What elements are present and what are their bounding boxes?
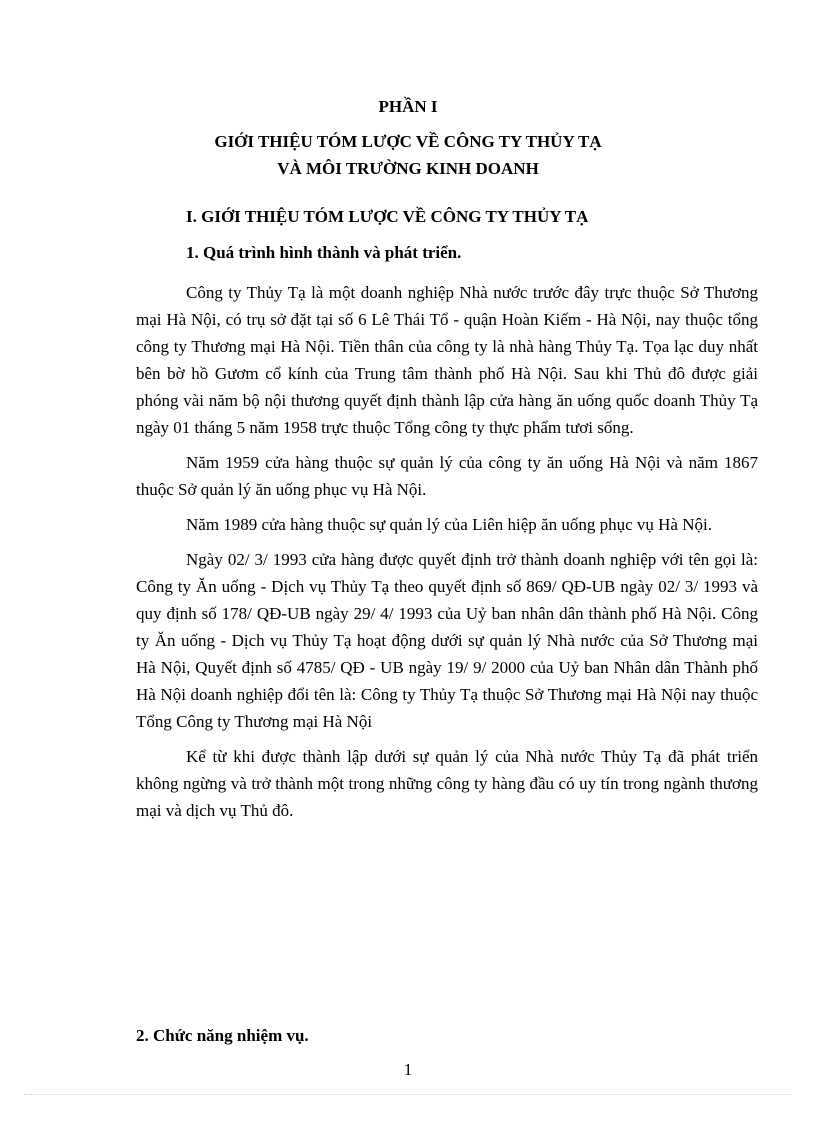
paragraph: Ngày 02/ 3/ 1993 cửa hàng được quyết định trở thành doanh nghiệp với tên gọi là: Công ty Ăn uống - Dịch vụ Thủy Tạ theo quyết định số 869/ QĐ-UB ngày 02/ 3/ 1993 và quy định số 178/ QĐ-UB ngày 29/ 4/ 1993 của Uỷ ban nhân dân thành phố Hà Nội. Công ty Ăn uống - Dịch vụ Thủy Tạ hoạt động dưới sự quản lý Nhà nước của Sở Thương mại Hà Nội, Quyết định số 4785/ QĐ - UB ngày 19/ 9/ 2000 của Uỷ ban Nhân dân Thành phố Hà Nội doanh nghiệp đổi tên là: Công ty Thủy Tạ thuộc Sở Thương mại Hà Nội nay thuộc Tổng Công ty Thương mại Hà Nội xyxy=(136,550,758,731)
body-text xyxy=(136,279,758,824)
paragraph: Năm 1989 cửa hàng thuộc sự quản lý của Liên hiệp ăn uống phục vụ Hà Nội. xyxy=(186,515,712,534)
paragraph: Năm 1959 cửa hàng thuộc sự quản lý của công ty ăn uống Hà Nội và năm 1867 thuộc Sở quản lý ăn uống phục vụ Hà Nội. xyxy=(136,453,758,499)
subsection-heading-2: 2. Chức năng nhiệm vụ. xyxy=(136,1026,309,1045)
paragraph: Kể từ khi được thành lập dưới sự quản lý của Nhà nước Thủy Tạ đã phát triển không ngừng và trở thành một trong những công ty hàng đầu có uy tín trong ngành thương mại và dịch vụ Thủ đô. xyxy=(136,747,758,820)
paragraph: Công ty Thủy Tạ là một doanh nghiệp Nhà nước trước đây trực thuộc Sở Thương mại Hà Nội, có trụ sở đặt tại số 6 Lê Thái Tổ - quận Hoàn Kiếm - Hà Nội, nay thuộc tổng công ty Thương mại Hà Nội. Tiền thân của công ty là nhà hàng Thủy Tạ. Tọa lạc duy nhất bên bờ hồ Gươm cổ kính của Trung tâm thành phố Hà Nội. Sau khi Thủ đô được giải phóng vài năm bộ nội thương quyết định thành lập cửa hàng ăn uống quốc doanh Thủy Tạ ngày 01 tháng 5 năm 1958 trực thuộc Tổng công ty thực phẩm tươi sống. xyxy=(136,283,758,437)
title-line-1: GIỚI THIỆU TÓM LƯỢC VỀ CÔNG TY THỦY TẠ xyxy=(214,132,602,151)
section-heading: I. GIỚI THIỆU TÓM LƯỢC VỀ CÔNG TY THỦY TẠ xyxy=(186,207,589,226)
title-line-2: VÀ MÔI TRƯỜNG KINH DOANH xyxy=(277,159,539,178)
part-heading: PHẦN I xyxy=(378,97,438,116)
page-number: 1 xyxy=(403,1060,413,1079)
page-bottom-divider xyxy=(24,1094,792,1095)
subsection-heading: 1. Quá trình hình thành và phát triển. xyxy=(186,243,462,262)
